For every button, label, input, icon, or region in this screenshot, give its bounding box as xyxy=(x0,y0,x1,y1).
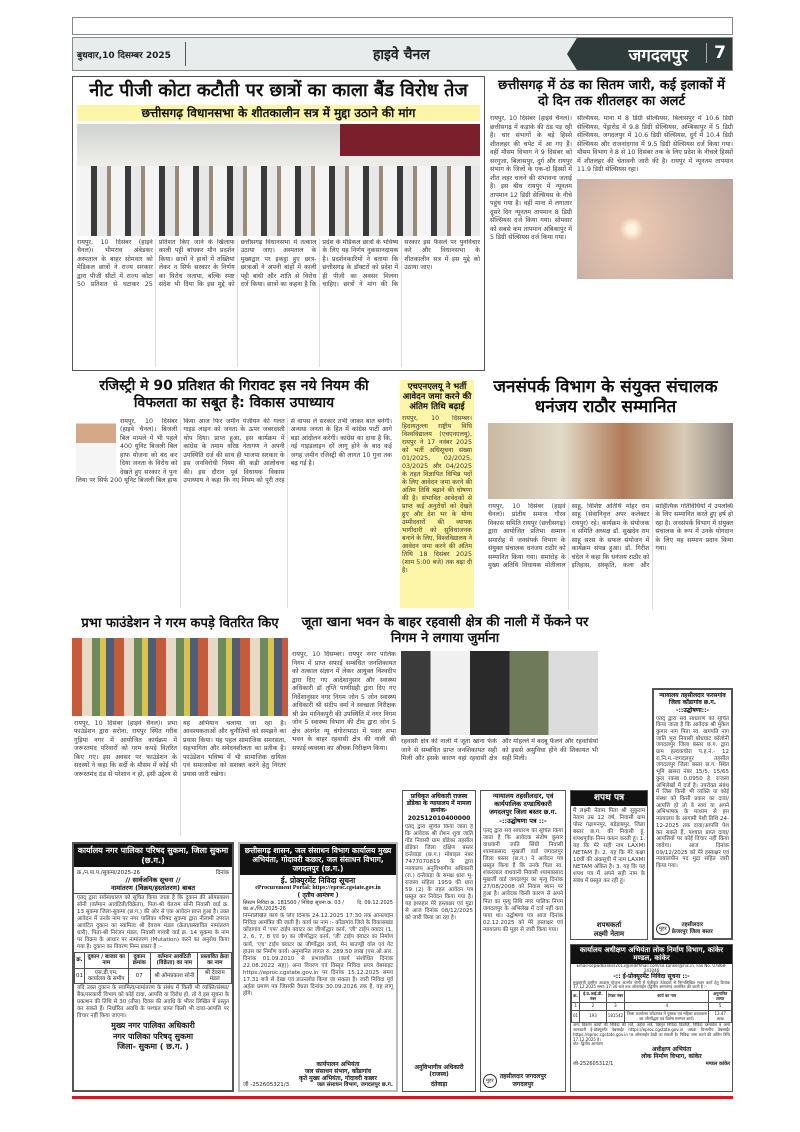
table-cell: श्री देवराम मंडल xyxy=(198,968,232,984)
distribution-photo xyxy=(72,638,288,716)
ad-body: एतद् द्वारा सूचित किया जाता है कि आवेदक श्री रोशन शुवा जाति गोंड निवासी ग्राम डोंडेका तहसील डोंडेका जिला दक्षिण बस्तर दन्तेवाड़ा (छ.ग.) मोबाइल नंबर 7477070819 के द्वारा न्यायालय अनुविभागीय अधिकारी (रा.) दन्तेवाड़ा के समक्ष धारा भू-राजस्व संहिता 1959 की धारा 59 (2) के तहत आवेदन पत्र प्रस्तुत कर निवेदन किया गया है। यह इश्तहार मेरे हस्ताक्षर एवं मुद्रा से आज दिनांक 08/12/2025 को जारी किया जा रहा है। xyxy=(405,823,473,922)
newspaper-name: हाइवे चैनल xyxy=(373,47,430,63)
sidebar-hnlu xyxy=(400,380,474,608)
ad-nyayalay-jagdalpur xyxy=(480,790,566,1092)
ad-title: छत्तीसगढ़ शासन, जल संसाधन विभाग कार्यालय मुख्य अभियंता, गोदावरी कछार, जल संसाधन विभाग, जगदलपुर (छ.ग.) xyxy=(240,844,396,875)
ad-signatory-office: लोक निर्माण विभाग, कांकेर xyxy=(641,1053,702,1060)
ad-title: कार्यालय अधीक्षण अभियंता लोक निर्माण विभाग, कांकेर मण्डल, कांकेर xyxy=(571,945,732,964)
subheadline: छत्तीसगढ़ विधानसभा के शीतकालीन सत्र में मुद्दा उठाने की मांग xyxy=(77,105,480,121)
story-body: रायपुर, 10 दिसम्बर। रायपुर नगर पालिक निगम में प्राप्त सफाई सम्बंधित जनशिकायत को तत्काल संज्ञान में लेकर आयुक्त विश्वदीप द्वारा दिए गए आदेशानुसार और स्वास्थ्य अधिकारी डॉ तृप्ति पाणीग्रही द्वारा दिए गए निर्देशानुसार नगर निगम जोन 5 जोन स्वास्थ्य अधिकारी श्री संदीप वर्मा ने स्वच्छता निरीक्षक श्री प्रेम मानिकपुरी की उपस्थिति में नगर निगम जोन 5 स्वास्थ्य विभाग की टीम द्वारा जोन 5 क्षेत्र अंतर्गत न्यू चंगोराभाठा में पवार सभा भवन के बाहर रहवासी क्षेत्र की नाली की सफाई व्यवस्था का औचक निरीक्षण किया। xyxy=(292,651,396,752)
ad-body: निम्नलिखित कार्य के लिए दिनांक 24.12.2025 17:30 तक ऑनलाईन निविदा आमंत्रित की जाती है। कार्य का नाम :- कोंडागांव जिले के विकासखंड कोंडागांव में 'एफ' टाईप क्वाटर का जीर्णोद्धार कार्य, 'जी' टाईप क्वाटर (1, 2, 6, 7, 8 एवं 9) का जीर्णोद्धार कार्य, 'जी' टाईप क्वाटर का निर्माण कार्य, 'एच' टाईप क्वाटर का जीर्णोद्धार कार्य, मेन बाउण्ड्री वॉल एवं गेट हाउस का निर्माण कार्य। अनुमानित लागत रु. 289.50 लाख (एस.ओ.आर. दिनांक 01.09.2010 से प्रभावशील (कार्य संशोधित दिनांक 22.08.2022 सह)) अन्य विवरण एवं विस्तृत निविदा प्रपत्र वेबसाइट https://eproc.cgstate.gov.in पर दिनांक 15.12.2025 समय 17.31 बजे से देखा एवं डाउनलोड किया जा सकता है। जारी निविदा पूर्व अर्हता प्रमाण पत्र जिसकी वैधता दिनांक 30.09.2026 तक है, वह लागू होंगे। xyxy=(243,913,393,997)
ad-title: कार्यालय नगर पालिका परिषद सुकमा, जिला सुकमा (छ.ग.) xyxy=(74,844,232,867)
ad-signatory-office3: जल संसाधन विभाग, जगदलपुर छ.ग. xyxy=(316,1082,393,1089)
ad-body: अन्य विवरण कार्यों की निविदा की शर्तें, अर्हता शर्ते, विस्तृत निविदा विज्ञप्ति, निविदा दस्तावेज व अन्य जानकारी ई-प्रोक्यूरमेंट वेबसाईट https://eproc.cgstate.gov.in अथवा विभागीय वेबसाईट https://eproc.cgstate.gov.in पर ऑनलाईन देखी जा सकती है। निविदा जमा करने की अंतिम तिथि 17.12.2025 है। xyxy=(573,1022,730,1042)
table-cell: जिला कार्यालय कोंडागांव में पुस्तक एवं महिला छात्रावास का जीर्णोद्धार एवं विशेष मरम्मत कार्य। xyxy=(625,1010,709,1022)
ad-subtitle: -::उद्घोषणा पत्र ::- xyxy=(499,817,547,826)
table-cell: एस.डी.एम. कार्यालय के समीप xyxy=(85,968,129,984)
ad-notice-heading: // सार्वजनिक सूचना // xyxy=(125,876,181,885)
ad-signatory: तहसीलदार xyxy=(681,921,704,928)
table-cell: श्री ओमप्रकाश सोनी xyxy=(151,968,198,984)
ad-title: न्यायालय तहसीलदार, एवं कार्यपालिक दण्डाधिकारी जगदलपुर जिला बस्तर छ.ग. xyxy=(489,792,557,816)
ad-body: मैं लक्ष्मी नेताम पिता श्री सुकुराम नेताम उम्र 12 वर्ष, निवासी ग्राम पोस्ट गढ़ागनपुर, बड़ेड़ाबपुर, जिला बस्तर छ.ग. की निवासी हूं, शपथपूर्वक निम्न कथन करती हूं। 1. यह कि मेरे सही नाम LAXMI NETAM है। 2. यह कि मेरे कक्षा 10वीं की अंकसूची में नाम LAXMI NETAM अंकित है। 3. यह कि यह शपथ पत्र मैं अपने सही नाम के संबंध में प्रस्तुत कर रही हूं। xyxy=(573,807,645,885)
top-banner-box xyxy=(72,17,733,35)
table-cell: 4 xyxy=(625,1003,709,1011)
ad-body: एतद् द्वारा सर्व साधारण को सूचित किया जाता है कि आवेदक श्री मुकेश कुमार नाग पिता स्व. खगपति नाग जाति भुरा निवासी बोधघाट कॉलोनी जगदलपुर जिला बस्तर छ.ग. द्वारा ग्राम हल्दकचोरा प.ह.नं.- 12 रा.नि.म.-जगदलपुर तहसील जगदलपुर जिला बस्तर छ.ग. स्थित भूमि खसरा नंबर 15/5, 15/65 कुल रकबा 0.0950 हे. राजस्व अभिलेखों में दर्ज है। उपरोक्त संबंध में जिस किसी भी व्यक्ति या कोई संस्था को किसी प्रकार का दावा/आपत्ति हो तो वे स्वयं या अपने अभिभाषक के माध्यम से इस न्यायालय के आगामी पेशी तिथि 24-12-2025 तक दावा/आपत्ति पेश कर सकते हैं, पश्चात प्राप्त दावा/आपत्तियों पर कोई विचार नहीं किया जावेगा। आज दिनांक 09/12/2025 को मेरे हस्ताक्षर एवं न्यायालयीन पद मुद्रा सहित जारी किया गया। xyxy=(656,715,729,870)
story-body-cont: सेल्सियस, माना में 8 डिग्री सेल्सियस, बिलासपुर में 10.6 डिग्री सेल्सियस, पेंड्रारोड में 9.8 डिग्री सेल्सियस, अम्बिकापुर में 5 डिग्री सेल्सियस, जगदलपुर में 10.6 डिग्री सेल्सियस, दुर्ग में 10.4 डिग्री सेल्सियस और राजनांदगांव में 9.5 डिग्री सेल्सियस दर्ज किया गया। मौसम विभाग ने 8 से 10 दिसंबर तक के लिए प्रदेश के नीचले हिस्सों में शीतलहर की चेतावनी जारी की है। रायपुर में न्यूनतम तापमान 11.9 डिग्री सेल्सियस रहा। xyxy=(577,115,733,174)
table-cell: 181542 xyxy=(606,1010,624,1022)
ad-signatory: कार्यपालन अभियंता xyxy=(316,1060,360,1068)
ad-pwd-kanker xyxy=(570,944,733,1092)
headline: नीट पीजी कोटा कटौती पर छात्रों का काला बैंड विरोध तेज xyxy=(89,80,468,101)
edition-city: जगदलपुर xyxy=(628,46,688,66)
ad-signatory-place: दंतेवाड़ा xyxy=(430,1081,448,1089)
seal-icon: मुहर xyxy=(656,923,670,935)
table-cell: 01 xyxy=(572,1010,580,1022)
ad-note: नोट- द्वितीय आमंत्रण xyxy=(573,1041,603,1047)
protest-photo xyxy=(77,124,480,236)
ad-intro: मुख्यमंत्री ग्रामीण आवास योजना अंतर्गत श्रेणी में पंजीकृत ठेकेदारों से निम्नलिखित भवन कार्य हेतु दिनांक 17.12.2025 समय 17:30 बजे तक ऑनलाईन (द्वितीय आमंत्रण) आमंत्रित की जाती है :- xyxy=(573,979,730,990)
ad-signatory-place: जगदलपुर xyxy=(512,1081,534,1089)
story-body: रायपुर, 10 दिसंबर (हाइवे चैनल)। छत्तीसगढ़ में कड़ाके की ठंड पड़ रही है। चार संभागों के बड़े हिस्से शीतलहर की चपेट में आ गए हैं। वहीं मौसम विभाग ने 9 दिसंबर को सरगुजा, बिलासपुर, दुर्ग और रायपुर संभाग के जिलों के एक-दो हिस्सों में शीत लहर चलने की संभावना जताई है। इस बीच रायपुर में न्यूनतम तापमान 12 डिग्री सेल्सियस के नीचे पहुंच गया है। वहीं माना में लगातार दूसरे दिन न्यूनतम तापमान 8 डिग्री सेल्सियस दर्ज किया गया। सोमवार को सबसे कम तापमान अंबिकापुर में 5 डिग्री सेल्सियस दर्ज किया गया। xyxy=(490,115,572,242)
portal-link[interactable]: eProcurement Portal: https://eproc.cgstate.gov.in xyxy=(255,885,381,891)
table-cell: 07 xyxy=(128,968,150,984)
table-cell: कार्य का नाम xyxy=(625,991,709,1003)
table-cell: 01 xyxy=(75,968,85,984)
story-dhananjay-rathore xyxy=(478,376,733,610)
ad-body: एतद् द्वारा सर्वसाधारण को सूचित किया जाता है कि दुकान की ओमप्रकाश सोनी (वर्तमान आवंटिती/विक्रेता), पिता-श्री चेतराम सोनी निवासी वार्ड क्र. 13 सुकमा जिला-सुकमा (छ.ग.) की ओर से एक आवेदन प्राप्त हुआ है। उक्त आवेदन में उनके नाम पर नगर पालिका परिषद सुकमा द्वारा नीलामी उपरांत आवंटित दुकान का स्वामित्व श्री देवराम मंडल (क्रेता/प्रस्तावित नामांतरण धारी), पिता-श्री निरंजन मंडल, निवासी गायत्री वार्ड क्र. 14 सुकमा के नाम पर विक्रय के आधार पर नामांतरण (Mutation) करने का अनुरोध किया गया है। दुकान का विवरण निम्न प्रकार है :- xyxy=(77,894,229,950)
story-prabha-foundation xyxy=(72,614,288,836)
story-cold-wave xyxy=(490,76,733,371)
story-body: रायपुर, 10 दिसंबर (हाइवे चैनल)। प्रभा फाउंडेशन द्वारा सरोना, रायपुर स्थित गरीब गुड़िया नगर में आयोजित कार्यक्रम में जरूरतमंद परिवारों को गरम कपड़े वितरित किए गए। इस अवसर पर फाउंडेशन के सदस्यों ने कहा कि सर्दी के मौसम में कोई भी जरूरतमंद ठंड से परेशान न हो, इसी उद्देश्य से यह अभियान चलाया जा रहा है। आवश्यकताओं और चुनौतियों को समझने का प्रयास किया। यह पहल सामाजिक समरसता, सहभागिता और संवेदनशीलता का प्रतीक है। फाउंडेशन भविष्य में भी सामाजिक दायित्व एवं समाजसेवा को सशक्त करने हेतु निरंतर प्रयास जारी रखेगा। xyxy=(74,719,286,778)
ad-signatory-name: लक्ष्मी नेताम xyxy=(593,929,625,938)
table-cell: 3 xyxy=(606,1003,624,1011)
table-row xyxy=(572,1010,732,1022)
inspection-photo xyxy=(401,651,598,735)
table-cell: 13.47 लाख xyxy=(709,1010,732,1022)
table-cell: दुकान क्रमांक xyxy=(128,953,150,969)
ad-call-number: ( तृतीय आमंत्रण ) xyxy=(297,892,339,900)
page-number: 7 xyxy=(706,43,726,63)
table-cell: क्र. xyxy=(75,953,85,969)
ad-signatory: अनुविभागीय अधिकारी (राजस्व) xyxy=(414,1063,464,1079)
ad-signatory-district: जिला- सुकमा ( छ.ग. ) xyxy=(117,1042,189,1052)
ad-body: एतद् द्वारा सर्व साधारण को सूचित किया जाता है कि आवेदक संतोष कुमार वाधवानी जाति सिंधी निवासी श्यामाप्रसाद मुखर्जी वार्ड जगदलपुर जिला बस्तर (छ.ग.) ने आवेदन पत्र प्रस्तुत किया है कि उनके पिता स्व. शंकरलाल वाधवानी निवासी श्यामाप्रसाद मुखर्जी वार्ड जगदलपुर का मृत्यु दिनांक 27/08/2008 को निवास स्थान पर हुआ है। आवेदक किसी कारण से अपने पिता का मृत्यु तिथि नगर पालिक निगम जगदलपुर के अभिलेख में दर्ज नहीं करा पाया था। उद्घोषणा पत्र आज दिनांक 02.12.2025 को मेरे हस्ताक्षर एवं न्यायालय की मुहर से जारी किया गया। xyxy=(483,828,563,933)
tender-table xyxy=(571,990,732,1023)
page-header xyxy=(72,37,733,71)
ad-signatory: तहसीलदार जगदलपुर xyxy=(499,1073,547,1081)
headline: रजिस्ट्री मे 90 प्रतिशत की गिरावट इस नये नियम की विफलता का सबूत है: विकास उपाध्याय xyxy=(99,378,369,411)
headline: एचएनएलयू ने भर्ती आवेदन जमा करने की अंतिम तिथि बढ़ाई xyxy=(402,382,472,413)
ad-signatory: मुख्य नगर पालिका अधिकारी xyxy=(111,1021,195,1031)
table-cell: 5 xyxy=(709,1003,732,1011)
shop-details-table xyxy=(74,952,232,984)
ad-email: Email-sepwdkanker2013@rediffmail.com/se.kanker@nic.in, Fax No. 07868-241046 xyxy=(576,962,727,973)
story-registry xyxy=(72,376,396,608)
story-neet-pg xyxy=(72,76,485,371)
ad-subtitle: नामांतरण (विक्रय/हस्तांतरण) बाबत xyxy=(74,885,232,894)
ad-reference: क्र./न.पा.प./सुकमा/2025-26 xyxy=(77,870,141,877)
portrait-photo xyxy=(76,418,116,474)
ad-date-label: दिनांक xyxy=(215,870,229,877)
headline: छत्तीसगढ़ में ठंड का सितम जारी, कई इलाकों में दो दिन तक शीतलहर का अलर्ट xyxy=(498,78,725,109)
table-cell: दुकान / बाजार का नाम xyxy=(85,953,129,969)
ad-ref-number: जी -252605321/3 xyxy=(243,1082,290,1089)
ad-signatory-place: फ्रेजरपुर जिला बस्तर xyxy=(671,928,713,935)
ad-ref-number: जी-252605312/1 xyxy=(573,1060,614,1067)
divider xyxy=(185,42,186,66)
table-cell: 2 xyxy=(580,1003,607,1011)
table-cell: अनुमानित लागत xyxy=(709,991,732,1003)
issue-date: बुधवार,10 दिसम्बर 2025 xyxy=(77,51,171,61)
footer-rule xyxy=(72,1096,733,1099)
table-cell: टेण्डर नंबर xyxy=(606,991,624,1003)
ad-jal-sansadhan xyxy=(238,842,398,1092)
headline: जूता खाना भवन के बाहर रहवासी क्षेत्र की नाली में फेंकने पर निगम ने लगाया जुर्माना xyxy=(301,615,589,646)
photo-caption: रहवासी क्षेत्र की नाली में जूता खाना फेंके जाने से सम्बंधित प्राप्त जनशिकायत सही मिली और इसके कारण वहां रहवासी क्षेत्र और मोहल्ले में बदबू फैलने और रहवासियों को इससे असुविधा होने की शिकायत भी सही मिली। xyxy=(401,738,598,763)
ad-date: दि. 09.12.2025 xyxy=(357,900,393,907)
ad-signatory-office: जल संसाधन संभाग, कोंडागांव xyxy=(304,1068,372,1076)
table-row xyxy=(75,968,232,984)
story-body: रायपुर, 10 दिसंबर (हाइवे चैनल)। बिजली बिल मामले में भी पहले 400 यूनिट बिजली बिल हाफ योजना को बंद कर दिया जनता के विरोध को देखते हुए सरकार ने पुनः लिया पर सिर्फ 200 यूनिट बिजली बिल हाफ किया आज फिर जमीन पंजीयन की गलत गाइड लाइन को जनता के ऊपर जबरदस्ती थोप दिया। प्राप्त हुआ, इस कार्यक्रम में कांग्रेस के तमाम वरिष्ठ नेतागण ने अपनी उपस्थिति दर्ज की साथ ही भाजपा सरकार के इस जनविरोधी नियम की कड़ी आलोचना की। इस दौरान पूर्व विधायक विकास उपाध्याय ने कहा कि नए नियम को पूरी तरह से वापस ले सरकार तभी जाकर बात बनेगी। अन्यथा जनता के हित में कांग्रेस पार्टी आगे बड़ा आंदोलन करेगी। कांग्रेस का दावा है कि, नई गाइडलाइन दरें लागू होने के बाद कई जगह जमीन रजिस्ट्री की लागत 10 गुना तक बढ़ गई है। xyxy=(76,417,392,485)
ad-shapath-patra xyxy=(570,790,648,940)
ad-pradhikrit-adhikari xyxy=(402,790,476,1092)
hazy-sun-photo xyxy=(577,179,733,279)
story-body: रायपुर, 10 दिसंबर (हाइवे चैनल)। प्रांतीय समाज गौरव विकास समिति रायपुर (छत्तीसगढ़) द्वारा आयोजित प्रतिभा सम्मान समारोह में जनसंपर्क विभाग के संयुक्त संचालक धनंजय राठौर को सम्मानित किया गया। समारोह के मुख्य अतिथि विधायक मोतीलाल साहू, विशिष्ट अतिथि मोहर राम साहू (सेवानिवृत्त अपर कलेक्टर रायपुर) रहे। कार्यक्रम के संयोजक व समिति अध्यक्ष डॉ. सुखदेव राम साहू सरस के सफल संयोजन में कार्यक्रम संपन्न हुआ। डॉ. गिरीश चंदेल ने कहा कि धनंजय राठौर को इतिहास, संस्कृति, कला और साहित्यिक गतिविधियों में उपलब्धि के लिए सम्मानित करते हुए हर्ष हो रहा है। जनसंपर्क विभाग में संयुक्त संचालक के रूप में उनके योगदान के लिए यह सम्मान प्रदान किया गया। xyxy=(488,502,733,570)
table-cell: प्रस्तावित क्रेता का नाम xyxy=(198,953,232,969)
ad-signatory-office: नगर पालिका परिषद् सुकमा xyxy=(112,1031,194,1041)
table-cell: 1 xyxy=(572,1003,580,1011)
ad-signatory-office2: कृते मुख्य अभियंता, गोदावरी कछार xyxy=(299,1075,377,1083)
table-cell: वर्तमान आवंटिती (विक्रेता) का नाम xyxy=(151,953,198,969)
ad-title: शपथ पत्र xyxy=(571,791,647,806)
table-cell: ई.प्र.आई.डी. नंबर xyxy=(580,991,607,1003)
ad-body-cont: यदि उक्त दुकान के स्वामित्व/नामांतरण के संबंध में किसी भी व्यक्ति/संस्था/बैंक/सरकारी विभाग को कोई दावा, आपत्ति या विरोध हो, तो वे इस सूचना के प्रकाशन की तिथि से 30 (तीस) दिवस की अवधि के भीतर लिखित में प्रस्तुत कर सकते हैं। निर्धारित अवधि के पश्चात प्राप्त किसी भी दावा-आपत्ति पर विचार नहीं किया जाएगा। xyxy=(77,985,229,1020)
story-body-wrap xyxy=(72,418,396,608)
ad-signatory: शपथकर्ता xyxy=(596,920,622,929)
table-cell: 193 xyxy=(580,1010,607,1022)
felicitation-photo xyxy=(488,423,733,499)
ad-subtitle: -::उद्घोषणा::- xyxy=(676,707,709,715)
ad-subtitle: ई. प्रोक्यूरमेंट निविदा सूचना xyxy=(280,876,356,885)
ad-signatory: अधीक्षण अभियंता xyxy=(651,1046,692,1054)
seal-icon: मुहर xyxy=(483,1074,497,1088)
ad-subtitle: -:: ई-प्रोक्यूरमेंट निविदा सूचना ::- xyxy=(613,973,690,981)
ad-title: न्यायालय तहसीलदार फरसगांव जिला कोंडागांव छ.ग. xyxy=(659,692,726,707)
ad-nyayalay-farasgaon xyxy=(652,688,733,940)
table-cell: क्र. xyxy=(572,991,580,1003)
ad-reference: सिस्टम निविदा क्र. 181500 / निविदा सूचना क्र. 03 /का.अ./जि./2025-26 xyxy=(243,900,344,913)
ad-title: प्राधिकृत अधिकारी राजस्व डोंडेका के न्यायालय में मामला क्रमांक- 202512010400000 xyxy=(406,793,472,822)
story-body: रायपुर, 10 दिसंबर (हाइवे चैनल)। भीमराव अंबेडकर अस्पताल के बाहर सोमवार को मेडिकल छात्रों ने राज्य सरकार द्वारा पीजी सीटों में राज्य कोटा 50 प्रतिशत से घटाकर 25 प्रतिशत किए जाने के खिलाफ काली पट्टी बांधकर मौन प्रदर्शन किया। छात्रों ने हाथों में तख्तियां लेकर न सिर्फ सरकार के निर्णय का विरोध जताया, बल्कि स्पष्ट संदेश भी दिया कि इस मुद्दे को छत्तीसगढ़ विधानसभा में तत्काल उठाया जाए। अस्पताल के मुख्यद्वार पर इकट्ठा हुए छात्र-छात्राओं ने अपनी बांहों में काली पट्टी बांधी और शांति से विरोध दर्ज किया। छात्रों का कहना है कि प्रदेश के मेडिकल छात्रों के भविष्य के लिए यह निर्णय नुकसानदायक है। प्रदर्शनकारियों ने बताया कि छत्तीसगढ़ के डॉक्टरों को प्रदेश में ही पीजी का अवसर मिलना चाहिए। छात्रों ने मांग की कि सरकार इस फैसले पर पुनर्विचार करे और विधानसभा के शीतकालीन सत्र में इस मुद्दे को उठाया जाए। xyxy=(77,238,480,289)
story-body: रायपुर, 10 दिसम्बर। हिदायतुल्ला राष्ट्रीय विधि विश्वविद्यालय (एचएनएलयू), रायपुर ने 17 नवंबर 2025 को भर्ती अधिसूचना संख्या 01/2025, 02/2025, 03/2025 और 04/2025 के तहत विज्ञापित विभिन्न पदों के लिए आवेदन जमा करने की अंतिम तिथि बढ़ाने की घोषणा की है। संभावित आवेदकों से प्राप्त कई अनुरोधों को देखते हुए और देश भर के योग्य उम्मीदवारों की व्यापक भागीदारी को सुविधाजनक बनाने के लिए, विश्वविद्यालय ने आवेदन जमा करने की अंतिम तिथि 18 दिसंबर 2025 (शाम 5:00 बजे) तक बढ़ा दी है। xyxy=(402,414,472,575)
headline: जनसंपर्क विभाग के संयुक्त संचालक धनंजय राठौर सम्मानित xyxy=(493,377,718,418)
ad-signatory-place: मण्डल कांकेर xyxy=(705,1060,730,1067)
ad-nagar-palika-sukma xyxy=(72,842,234,1092)
headline: प्रभा फाउंडेशन ने गरम कपड़े वितरित किए xyxy=(81,616,279,631)
